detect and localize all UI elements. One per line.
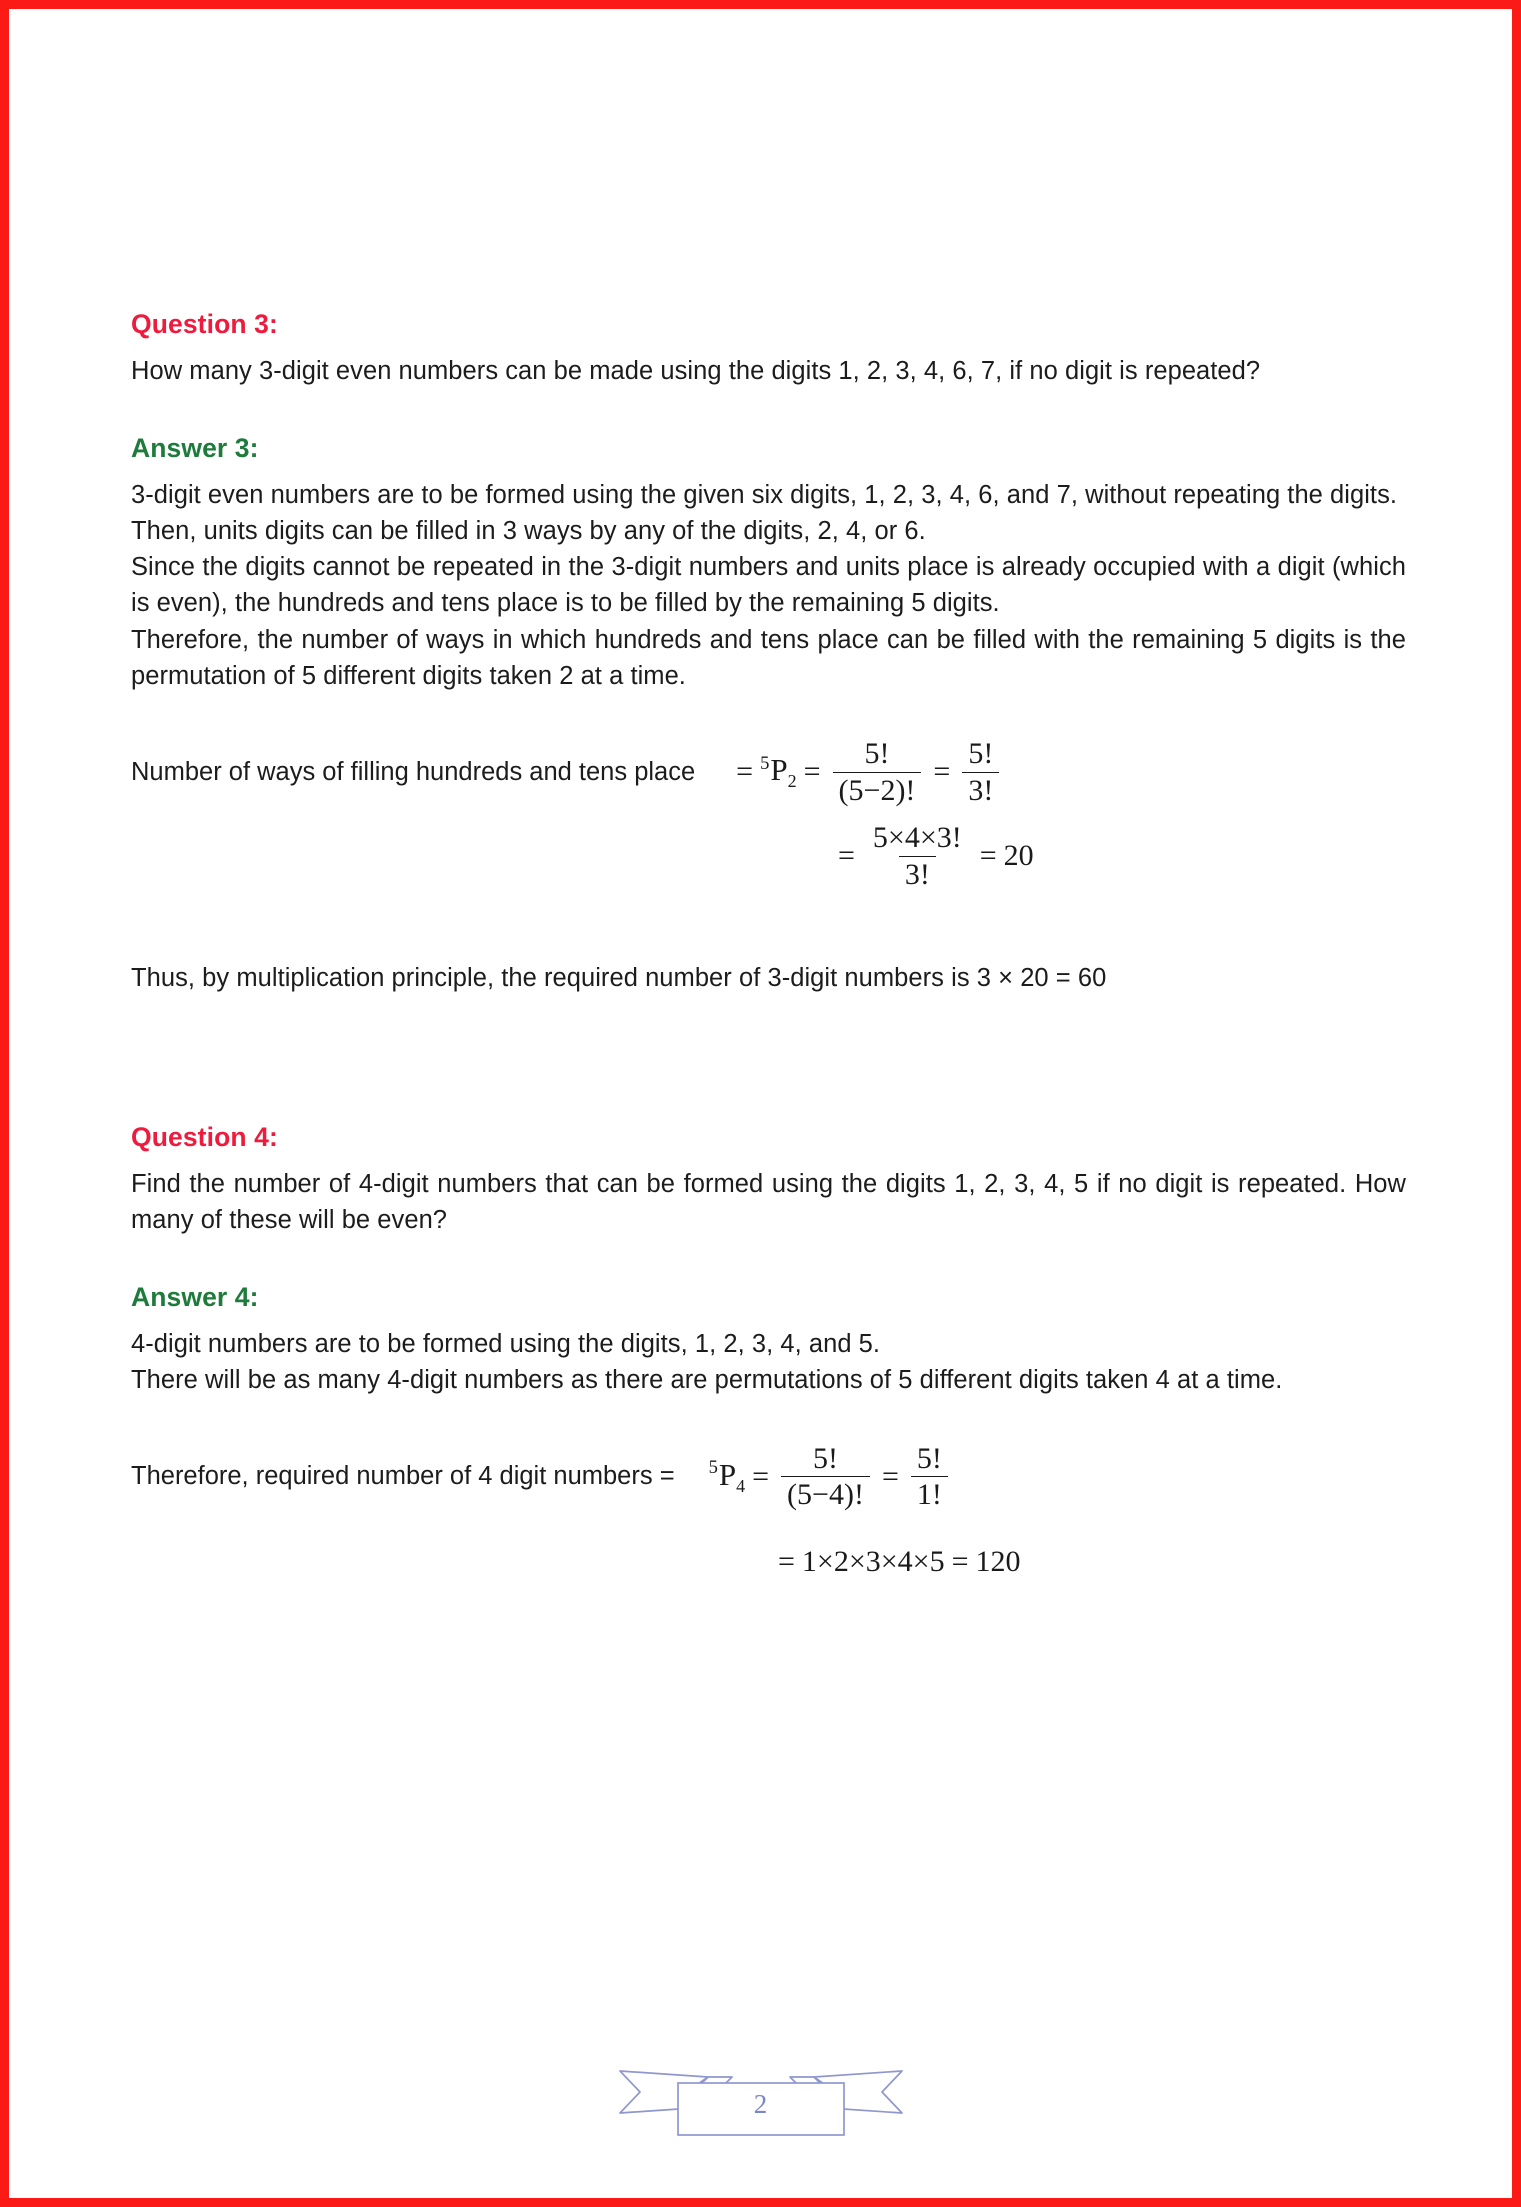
fraction-denominator: 3! <box>899 856 936 891</box>
formula-3-result: 20 <box>1003 839 1034 873</box>
answer-3-paragraph-2: Then, units digits can be filled in 3 ways by any of the digits, 2, 4, or 6. <box>131 517 926 545</box>
equals-sign-5: = <box>979 839 997 873</box>
formula-3-expression <box>729 738 1004 806</box>
answer-4-heading: Answer 4: <box>131 1282 259 1313</box>
document-content <box>131 309 1406 1579</box>
equals-sign-3: = <box>933 755 951 789</box>
fraction-5x4x3fact-over-3fact <box>867 822 968 890</box>
page-number-ribbon <box>616 2039 906 2139</box>
spacer <box>131 694 1406 738</box>
fraction-numerator: 5! <box>812 1441 838 1475</box>
fraction-5fact-over-5minus4fact <box>781 1443 870 1511</box>
fraction-5fact-over-3fact <box>962 738 999 806</box>
fraction-numerator: 5! <box>916 1441 942 1475</box>
fraction-denominator: 3! <box>962 772 999 807</box>
answer-3-heading: Answer 3: <box>131 433 259 463</box>
equals-sign-3: = <box>778 1544 795 1578</box>
permutation-notation-p52 <box>760 752 797 792</box>
question-3-heading: Question 3: <box>131 309 278 339</box>
fraction-5fact-over-1fact <box>911 1443 948 1511</box>
question-4-heading: Question 4: <box>131 1122 278 1153</box>
equals-sign-1: = <box>736 755 754 789</box>
fraction-denominator: (5−4)! <box>781 1476 870 1511</box>
fraction-numerator: 5×4×3! <box>872 821 962 855</box>
equals-sign-1: = <box>752 1459 770 1493</box>
permutation-superscript: 5 <box>760 752 770 774</box>
formula-3-lead-text: Number of ways of filling hundreds and tens place <box>131 757 696 786</box>
formula-3-line-1 <box>131 738 1406 806</box>
permutation-letter: P <box>718 1456 737 1492</box>
fraction-denominator: 1! <box>911 1476 948 1511</box>
formula-4-lead-text: Therefore, required number of 4 digit numbers = <box>131 1462 675 1491</box>
permutation-subscript: 2 <box>787 771 797 792</box>
answer-3-paragraph-4: Therefore, the number of ways in which hundreds and tens place can be filled with the remaining 5 digits is the permutation of 5 different digits taken 2 at a time. <box>131 625 1406 690</box>
answer-4-paragraph-2: There will be as many 4-digit numbers as there are permutations of 5 different digits taken 4 at a time. <box>131 1366 1283 1395</box>
page-footer <box>9 2039 1512 2139</box>
answer-3-paragraph-3: Since the digits cannot be repeated in the 3-digit numbers and units place is already occupied with a digit (which is even), the hundreds and tens place is to be filled by the remaining 5 digits. <box>131 553 1406 618</box>
spacer-between-sections <box>131 996 1406 1100</box>
question-3-text: How many 3-digit even numbers can be made using the digits 1, 2, 3, 4, 6, 7, if no digit is repeated? <box>131 356 1261 385</box>
fraction-denominator: (5−2)! <box>833 772 922 807</box>
formula-4-result: 120 <box>975 1544 1021 1578</box>
equals-sign-2: = <box>803 755 821 789</box>
fraction-5fact-over-5minus2fact <box>833 738 922 806</box>
permutation-letter: P <box>770 751 788 787</box>
answer-4-paragraph-1: 4-digit numbers are to be formed using the digits, 1, 2, 3, 4, and 5. <box>131 1330 881 1359</box>
fraction-numerator: 5! <box>968 737 994 771</box>
page-sheet <box>9 9 1512 2198</box>
formula-4-expression <box>709 1443 953 1511</box>
permutation-notation-p54 <box>709 1457 746 1497</box>
page-number-label: 2 <box>753 2089 768 2119</box>
formula-4-product-expression: 1×2×3×4×5 <box>801 1544 945 1578</box>
question-4-text: Find the number of 4-digit numbers that can be formed using the digits 1, 2, 3, 4, 5 if no digit is repeated. How many of these will be even? <box>131 1170 1406 1235</box>
fraction-numerator: 5! <box>864 737 890 771</box>
spacer <box>131 1399 1406 1443</box>
formula-3-line-2 <box>831 822 1406 890</box>
formula-4-line-1 <box>131 1443 1406 1511</box>
permutation-subscript: 4 <box>736 1475 746 1496</box>
section-question-4 <box>131 1122 1406 1578</box>
equals-sign-4: = <box>838 839 855 873</box>
spacer <box>131 1100 1406 1122</box>
answer-3-paragraph-1: 3-digit even numbers are to be formed using the given six digits, 1, 2, 3, 4, 6, and 7, without repeating the digits. <box>131 480 1398 509</box>
section-question-3 <box>131 309 1406 996</box>
equals-sign-4: = <box>951 1544 969 1578</box>
spacer <box>131 890 1406 960</box>
equals-sign-2: = <box>881 1459 899 1493</box>
spacer <box>131 389 1406 433</box>
spacer <box>131 1238 1406 1282</box>
answer-3-conclusion: Thus, by multiplication principle, the required number of 3-digit numbers is 3 × 20 = 60 <box>131 964 1107 993</box>
formula-4-line-2 <box>771 1545 1406 1579</box>
permutation-superscript: 5 <box>708 1457 718 1479</box>
